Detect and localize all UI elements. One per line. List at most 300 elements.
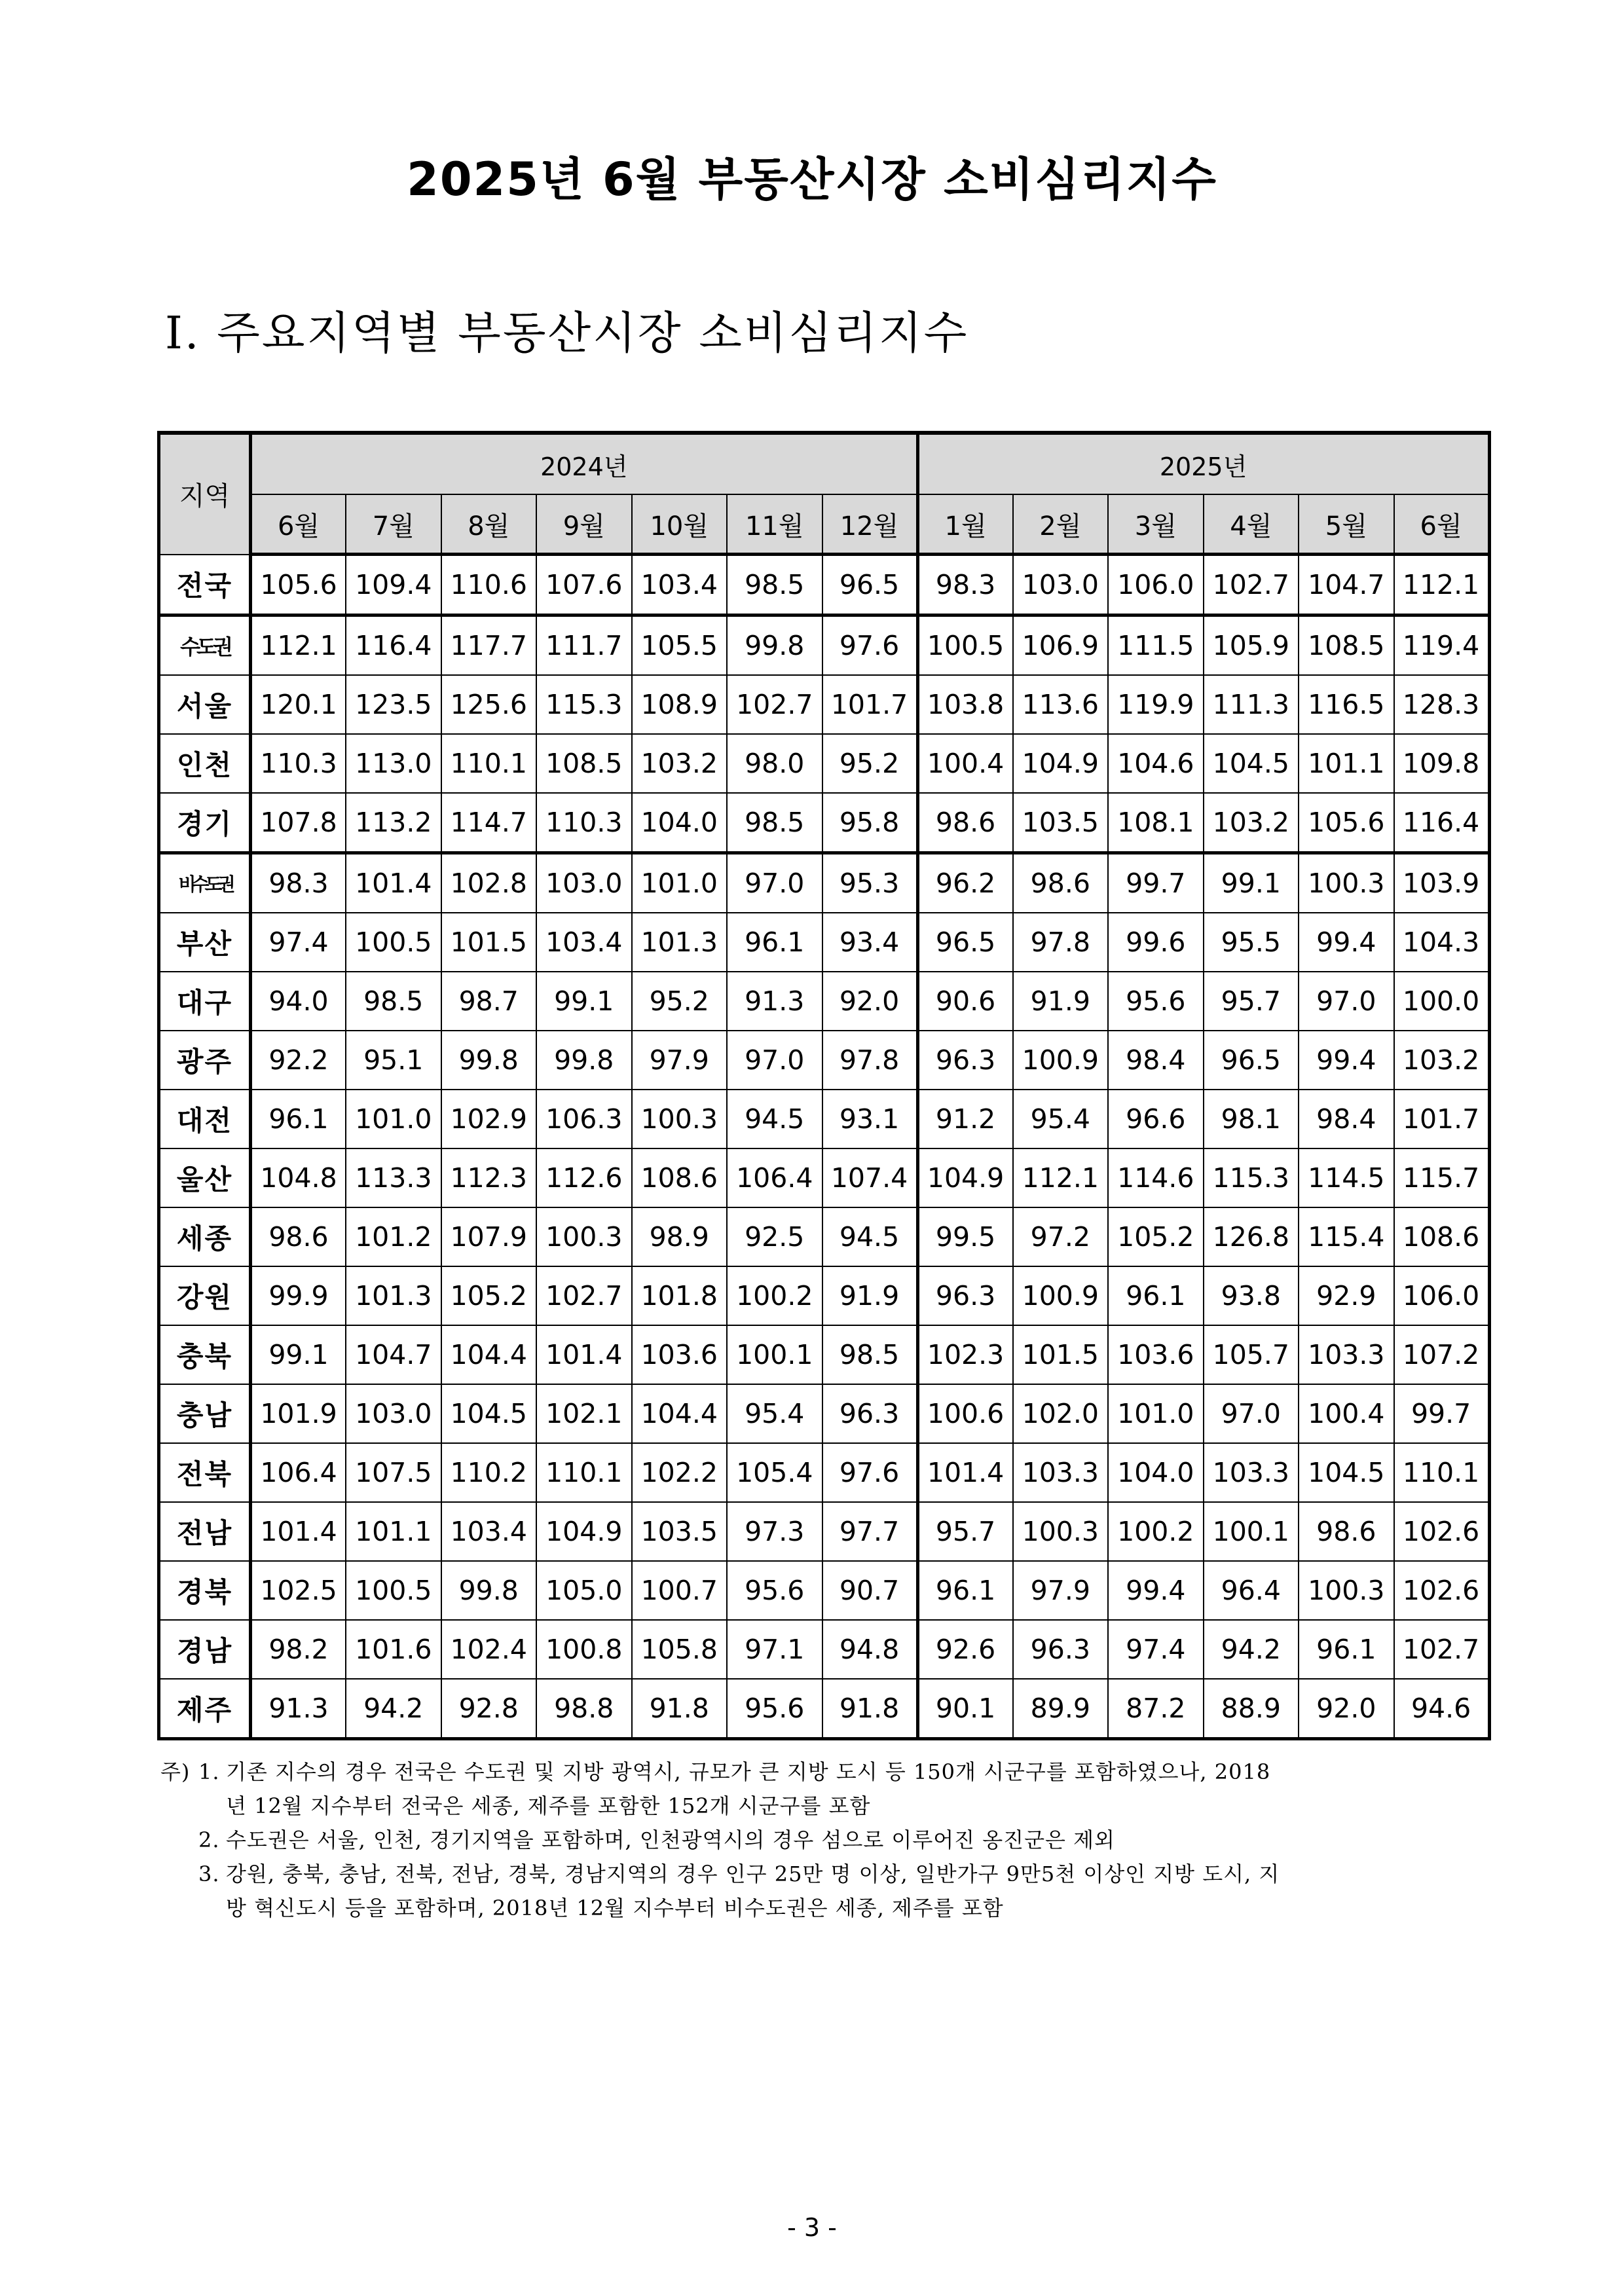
value-cell: 95.1 <box>346 1031 441 1090</box>
value-cell: 92.0 <box>822 972 918 1031</box>
region-cell: 충남 <box>159 1384 251 1443</box>
value-cell: 100.9 <box>1013 1031 1109 1090</box>
value-cell: 98.5 <box>727 793 822 853</box>
footnote-text: 기존 지수의 경우 전국은 수도권 및 지방 광역시, 규모가 큰 지방 도시 등 150개 시군구를 포함하였으나, 2018 <box>226 1759 1271 1784</box>
table-row <box>159 913 1490 972</box>
value-cell: 94.0 <box>251 972 346 1031</box>
value-cell: 98.6 <box>1299 1502 1394 1561</box>
value-cell: 119.4 <box>1394 615 1490 676</box>
region-cell: 강원 <box>159 1266 251 1325</box>
year-header-row <box>159 433 1490 494</box>
table-row <box>159 1148 1490 1207</box>
value-cell: 104.6 <box>1108 734 1204 793</box>
value-cell: 113.0 <box>346 734 441 793</box>
value-cell: 100.5 <box>346 1561 441 1620</box>
value-cell: 97.9 <box>632 1031 728 1090</box>
month-header: 8월 <box>441 494 537 555</box>
value-cell: 100.4 <box>1299 1384 1394 1443</box>
value-cell: 95.4 <box>1013 1090 1109 1148</box>
value-cell: 101.0 <box>1108 1384 1204 1443</box>
value-cell: 101.1 <box>346 1502 441 1561</box>
value-cell: 101.4 <box>917 1443 1013 1502</box>
region-cell: 인천 <box>159 734 251 793</box>
table-row <box>159 1207 1490 1266</box>
value-cell: 91.3 <box>251 1679 346 1739</box>
value-cell: 96.2 <box>917 853 1013 913</box>
value-cell: 100.9 <box>1013 1266 1109 1325</box>
value-cell: 99.4 <box>1299 913 1394 972</box>
value-cell: 108.6 <box>632 1148 728 1207</box>
footnote-line <box>160 1891 1490 1925</box>
value-cell: 101.1 <box>1299 734 1394 793</box>
value-cell: 102.7 <box>1204 555 1299 615</box>
table-row <box>159 1679 1490 1739</box>
value-cell: 107.6 <box>536 555 632 615</box>
region-cell: 비수도권 <box>159 853 251 913</box>
section-title: Ⅰ. 주요지역별 부동산시장 소비심리지수 <box>165 308 969 359</box>
region-cell: 경남 <box>159 1620 251 1679</box>
value-cell: 115.3 <box>536 675 632 734</box>
value-cell: 92.8 <box>441 1679 537 1739</box>
value-cell: 102.2 <box>632 1443 728 1502</box>
value-cell: 98.9 <box>632 1207 728 1266</box>
region-cell: 서울 <box>159 675 251 734</box>
value-cell: 128.3 <box>1394 675 1490 734</box>
value-cell: 110.1 <box>536 1443 632 1502</box>
table-row <box>159 972 1490 1031</box>
value-cell: 105.8 <box>632 1620 728 1679</box>
month-header: 11월 <box>727 494 822 555</box>
value-cell: 112.1 <box>1394 555 1490 615</box>
table-row <box>159 734 1490 793</box>
value-cell: 104.0 <box>1108 1443 1204 1502</box>
value-cell: 88.9 <box>1204 1679 1299 1739</box>
value-cell: 98.6 <box>917 793 1013 853</box>
value-cell: 98.0 <box>727 734 822 793</box>
value-cell: 97.9 <box>1013 1561 1109 1620</box>
value-cell: 110.2 <box>441 1443 537 1502</box>
table-row <box>159 1266 1490 1325</box>
value-cell: 93.4 <box>822 913 918 972</box>
table-row <box>159 1502 1490 1561</box>
value-cell: 102.6 <box>1394 1502 1490 1561</box>
value-cell: 105.6 <box>1299 793 1394 853</box>
table-row <box>159 793 1490 853</box>
month-header: 10월 <box>632 494 728 555</box>
value-cell: 115.4 <box>1299 1207 1394 1266</box>
value-cell: 94.2 <box>346 1679 441 1739</box>
value-cell: 102.7 <box>727 675 822 734</box>
value-cell: 103.0 <box>346 1384 441 1443</box>
value-cell: 98.1 <box>1204 1090 1299 1148</box>
footnote-text: 방 혁신도시 등을 포함하며, 2018년 12월 지수부터 비수도권은 세종, 제주를 포함 <box>226 1896 1004 1920</box>
region-column-header: 지역 <box>159 433 251 555</box>
value-cell: 101.7 <box>1394 1090 1490 1148</box>
footnote-line <box>160 1857 1490 1891</box>
value-cell: 110.3 <box>251 734 346 793</box>
value-cell: 96.3 <box>822 1384 918 1443</box>
value-cell: 104.9 <box>917 1148 1013 1207</box>
value-cell: 98.8 <box>536 1679 632 1739</box>
month-header: 2월 <box>1013 494 1109 555</box>
value-cell: 104.7 <box>346 1325 441 1384</box>
value-cell: 110.1 <box>1394 1443 1490 1502</box>
document-title: 2025년 6월 부동산시장 소비심리지수 <box>407 153 1217 206</box>
value-cell: 92.5 <box>727 1207 822 1266</box>
value-cell: 97.7 <box>822 1502 918 1561</box>
value-cell: 107.2 <box>1394 1325 1490 1384</box>
value-cell: 95.7 <box>917 1502 1013 1561</box>
value-cell: 98.6 <box>1013 853 1109 913</box>
value-cell: 97.0 <box>1204 1384 1299 1443</box>
value-cell: 90.6 <box>917 972 1013 1031</box>
value-cell: 94.5 <box>727 1090 822 1148</box>
value-cell: 116.4 <box>1394 793 1490 853</box>
value-cell: 108.1 <box>1108 793 1204 853</box>
year-header-2025: 2025년 <box>917 433 1489 494</box>
footnote-text: 강원, 충북, 충남, 전북, 전남, 경북, 경남지역의 경우 인구 25만 명 이상, 일반가구 9만5천 이상인 지방 도시, 지 <box>226 1862 1280 1886</box>
value-cell: 106.4 <box>251 1443 346 1502</box>
footnote-text: 수도권은 서울, 인천, 경기지역을 포함하며, 인천광역시의 경우 섬으로 이루어진 옹진군은 제외 <box>226 1827 1115 1852</box>
value-cell: 102.7 <box>1394 1620 1490 1679</box>
value-cell: 100.7 <box>632 1561 728 1620</box>
value-cell: 104.5 <box>441 1384 537 1443</box>
value-cell: 97.3 <box>727 1502 822 1561</box>
value-cell: 99.6 <box>1108 913 1204 972</box>
value-cell: 104.4 <box>632 1384 728 1443</box>
value-cell: 106.0 <box>1394 1266 1490 1325</box>
footnote-number: 3. <box>198 1862 220 1886</box>
value-cell: 102.6 <box>1394 1561 1490 1620</box>
value-cell: 89.9 <box>1013 1679 1109 1739</box>
value-cell: 105.0 <box>536 1561 632 1620</box>
value-cell: 95.6 <box>727 1561 822 1620</box>
value-cell: 107.4 <box>822 1148 918 1207</box>
page-number: - 3 - <box>787 2213 837 2242</box>
value-cell: 111.5 <box>1108 615 1204 676</box>
region-cell: 대전 <box>159 1090 251 1148</box>
value-cell: 108.6 <box>1394 1207 1490 1266</box>
value-cell: 103.3 <box>1013 1443 1109 1502</box>
value-cell: 97.1 <box>727 1620 822 1679</box>
value-cell: 112.6 <box>536 1148 632 1207</box>
value-cell: 104.4 <box>441 1325 537 1384</box>
value-cell: 109.4 <box>346 555 441 615</box>
value-cell: 99.9 <box>251 1266 346 1325</box>
value-cell: 99.7 <box>1108 853 1204 913</box>
value-cell: 98.6 <box>251 1207 346 1266</box>
value-cell: 107.9 <box>441 1207 537 1266</box>
value-cell: 102.3 <box>917 1325 1013 1384</box>
value-cell: 100.3 <box>1299 1561 1394 1620</box>
value-cell: 101.3 <box>632 913 728 972</box>
value-cell: 100.3 <box>632 1090 728 1148</box>
value-cell: 103.9 <box>1394 853 1490 913</box>
footnote-number: 2. <box>198 1827 220 1852</box>
value-cell: 104.5 <box>1204 734 1299 793</box>
table-row <box>159 1031 1490 1090</box>
value-cell: 91.3 <box>727 972 822 1031</box>
month-header: 12월 <box>822 494 918 555</box>
value-cell: 107.8 <box>251 793 346 853</box>
value-cell: 103.4 <box>632 555 728 615</box>
footnotes <box>160 1755 1490 1925</box>
value-cell: 101.9 <box>251 1384 346 1443</box>
footnote-line <box>160 1823 1490 1857</box>
value-cell: 96.1 <box>917 1561 1013 1620</box>
value-cell: 100.2 <box>1108 1502 1204 1561</box>
value-cell: 97.0 <box>727 853 822 913</box>
value-cell: 100.6 <box>917 1384 1013 1443</box>
value-cell: 108.5 <box>536 734 632 793</box>
value-cell: 105.4 <box>727 1443 822 1502</box>
value-cell: 112.1 <box>251 615 346 676</box>
value-cell: 113.3 <box>346 1148 441 1207</box>
value-cell: 97.8 <box>1013 913 1109 972</box>
table-row <box>159 1090 1490 1148</box>
table-row <box>159 615 1490 676</box>
value-cell: 95.6 <box>727 1679 822 1739</box>
value-cell: 99.8 <box>727 615 822 676</box>
value-cell: 96.6 <box>1108 1090 1204 1148</box>
value-cell: 105.7 <box>1204 1325 1299 1384</box>
value-cell: 105.5 <box>632 615 728 676</box>
value-cell: 98.4 <box>1108 1031 1204 1090</box>
region-cell: 광주 <box>159 1031 251 1090</box>
value-cell: 101.4 <box>536 1325 632 1384</box>
value-cell: 101.4 <box>251 1502 346 1561</box>
value-cell: 95.2 <box>822 734 918 793</box>
value-cell: 94.6 <box>1394 1679 1490 1739</box>
value-cell: 99.7 <box>1394 1384 1490 1443</box>
value-cell: 96.5 <box>917 913 1013 972</box>
value-cell: 101.5 <box>1013 1325 1109 1384</box>
value-cell: 119.9 <box>1108 675 1204 734</box>
table-row <box>159 853 1490 913</box>
value-cell: 103.0 <box>1013 555 1109 615</box>
value-cell: 103.6 <box>1108 1325 1204 1384</box>
value-cell: 94.5 <box>822 1207 918 1266</box>
value-cell: 97.4 <box>251 913 346 972</box>
region-cell: 전북 <box>159 1443 251 1502</box>
region-cell: 경기 <box>159 793 251 853</box>
value-cell: 100.3 <box>536 1207 632 1266</box>
table-row <box>159 1325 1490 1384</box>
value-cell: 90.1 <box>917 1679 1013 1739</box>
value-cell: 97.0 <box>727 1031 822 1090</box>
value-cell: 96.5 <box>1204 1031 1299 1090</box>
value-cell: 93.8 <box>1204 1266 1299 1325</box>
value-cell: 96.5 <box>822 555 918 615</box>
value-cell: 100.2 <box>727 1266 822 1325</box>
value-cell: 97.0 <box>1299 972 1394 1031</box>
month-header: 3월 <box>1108 494 1204 555</box>
month-header: 7월 <box>346 494 441 555</box>
value-cell: 112.3 <box>441 1148 537 1207</box>
value-cell: 103.8 <box>917 675 1013 734</box>
value-cell: 99.8 <box>441 1561 537 1620</box>
value-cell: 106.4 <box>727 1148 822 1207</box>
value-cell: 98.7 <box>441 972 537 1031</box>
value-cell: 115.7 <box>1394 1148 1490 1207</box>
value-cell: 98.3 <box>251 853 346 913</box>
value-cell: 99.4 <box>1299 1031 1394 1090</box>
value-cell: 91.8 <box>822 1679 918 1739</box>
value-cell: 96.4 <box>1204 1561 1299 1620</box>
value-cell: 98.3 <box>917 555 1013 615</box>
month-header: 1월 <box>917 494 1013 555</box>
value-cell: 100.5 <box>346 913 441 972</box>
region-cell: 제주 <box>159 1679 251 1739</box>
value-cell: 102.8 <box>441 853 537 913</box>
value-cell: 94.2 <box>1204 1620 1299 1679</box>
value-cell: 95.5 <box>1204 913 1299 972</box>
value-cell: 102.5 <box>251 1561 346 1620</box>
value-cell: 101.6 <box>346 1620 441 1679</box>
value-cell: 100.5 <box>917 615 1013 676</box>
value-cell: 108.9 <box>632 675 728 734</box>
value-cell: 97.8 <box>822 1031 918 1090</box>
value-cell: 114.6 <box>1108 1148 1204 1207</box>
table-row <box>159 1443 1490 1502</box>
value-cell: 96.3 <box>1013 1620 1109 1679</box>
value-cell: 100.4 <box>917 734 1013 793</box>
value-cell: 103.2 <box>1204 793 1299 853</box>
value-cell: 97.2 <box>1013 1207 1109 1266</box>
value-cell: 126.8 <box>1204 1207 1299 1266</box>
value-cell: 116.5 <box>1299 675 1394 734</box>
value-cell: 102.4 <box>441 1620 537 1679</box>
sentiment-index-table <box>157 431 1491 1740</box>
footnote-prefix: 주) <box>160 1759 191 1784</box>
value-cell: 100.3 <box>1013 1502 1109 1561</box>
value-cell: 103.5 <box>632 1502 728 1561</box>
value-cell: 98.2 <box>251 1620 346 1679</box>
footnote-line <box>160 1789 1490 1823</box>
table-row <box>159 1384 1490 1443</box>
month-header: 9월 <box>536 494 632 555</box>
value-cell: 111.3 <box>1204 675 1299 734</box>
value-cell: 105.2 <box>1108 1207 1204 1266</box>
value-cell: 100.0 <box>1394 972 1490 1031</box>
value-cell: 96.1 <box>1299 1620 1394 1679</box>
value-cell: 103.4 <box>441 1502 537 1561</box>
month-header: 5월 <box>1299 494 1394 555</box>
value-cell: 110.1 <box>441 734 537 793</box>
value-cell: 104.3 <box>1394 913 1490 972</box>
value-cell: 100.1 <box>727 1325 822 1384</box>
value-cell: 96.1 <box>251 1090 346 1148</box>
value-cell: 97.4 <box>1108 1620 1204 1679</box>
value-cell: 111.7 <box>536 615 632 676</box>
value-cell: 101.7 <box>822 675 918 734</box>
value-cell: 101.2 <box>346 1207 441 1266</box>
value-cell: 117.7 <box>441 615 537 676</box>
value-cell: 104.9 <box>1013 734 1109 793</box>
value-cell: 92.0 <box>1299 1679 1394 1739</box>
value-cell: 101.8 <box>632 1266 728 1325</box>
table-row <box>159 1620 1490 1679</box>
value-cell: 99.1 <box>536 972 632 1031</box>
value-cell: 120.1 <box>251 675 346 734</box>
value-cell: 103.6 <box>632 1325 728 1384</box>
value-cell: 103.3 <box>1204 1443 1299 1502</box>
footnote-text: 년 12월 지수부터 전국은 세종, 제주를 포함한 152개 시군구를 포함 <box>226 1793 871 1818</box>
table-row <box>159 1561 1490 1620</box>
region-cell: 대구 <box>159 972 251 1031</box>
region-cell: 전국 <box>159 555 251 615</box>
value-cell: 105.9 <box>1204 615 1299 676</box>
value-cell: 107.5 <box>346 1443 441 1502</box>
value-cell: 104.9 <box>536 1502 632 1561</box>
table-body <box>159 555 1490 1739</box>
value-cell: 100.1 <box>1204 1502 1299 1561</box>
value-cell: 96.1 <box>1108 1266 1204 1325</box>
value-cell: 114.7 <box>441 793 537 853</box>
value-cell: 112.1 <box>1013 1148 1109 1207</box>
value-cell: 102.9 <box>441 1090 537 1148</box>
value-cell: 102.7 <box>536 1266 632 1325</box>
value-cell: 96.1 <box>727 913 822 972</box>
value-cell: 99.5 <box>917 1207 1013 1266</box>
value-cell: 101.0 <box>632 853 728 913</box>
value-cell: 104.0 <box>632 793 728 853</box>
region-cell: 울산 <box>159 1148 251 1207</box>
value-cell: 114.5 <box>1299 1148 1394 1207</box>
value-cell: 102.0 <box>1013 1384 1109 1443</box>
value-cell: 87.2 <box>1108 1679 1204 1739</box>
value-cell: 105.6 <box>251 555 346 615</box>
value-cell: 102.1 <box>536 1384 632 1443</box>
month-header: 4월 <box>1204 494 1299 555</box>
value-cell: 98.4 <box>1299 1090 1394 1148</box>
table-row <box>159 675 1490 734</box>
value-cell: 91.9 <box>1013 972 1109 1031</box>
value-cell: 96.3 <box>917 1266 1013 1325</box>
value-cell: 106.3 <box>536 1090 632 1148</box>
value-cell: 92.6 <box>917 1620 1013 1679</box>
value-cell: 109.8 <box>1394 734 1490 793</box>
value-cell: 99.4 <box>1108 1561 1204 1620</box>
value-cell: 108.5 <box>1299 615 1394 676</box>
value-cell: 91.2 <box>917 1090 1013 1148</box>
value-cell: 116.4 <box>346 615 441 676</box>
value-cell: 100.8 <box>536 1620 632 1679</box>
value-cell: 113.6 <box>1013 675 1109 734</box>
value-cell: 100.3 <box>1299 853 1394 913</box>
value-cell: 99.8 <box>441 1031 537 1090</box>
month-header: 6월 <box>1394 494 1490 555</box>
value-cell: 99.8 <box>536 1031 632 1090</box>
value-cell: 98.5 <box>727 555 822 615</box>
value-cell: 110.6 <box>441 555 537 615</box>
value-cell: 101.3 <box>346 1266 441 1325</box>
value-cell: 104.5 <box>1299 1443 1394 1502</box>
value-cell: 99.1 <box>251 1325 346 1384</box>
region-cell: 경북 <box>159 1561 251 1620</box>
region-cell: 수도권 <box>159 615 251 676</box>
value-cell: 110.3 <box>536 793 632 853</box>
value-cell: 98.5 <box>822 1325 918 1384</box>
value-cell: 103.0 <box>536 853 632 913</box>
value-cell: 91.9 <box>822 1266 918 1325</box>
month-header: 6월 <box>251 494 346 555</box>
value-cell: 104.7 <box>1299 555 1394 615</box>
footnote-number: 1. <box>198 1759 220 1784</box>
table-row <box>159 555 1490 615</box>
value-cell: 92.2 <box>251 1031 346 1090</box>
value-cell: 97.6 <box>822 1443 918 1502</box>
